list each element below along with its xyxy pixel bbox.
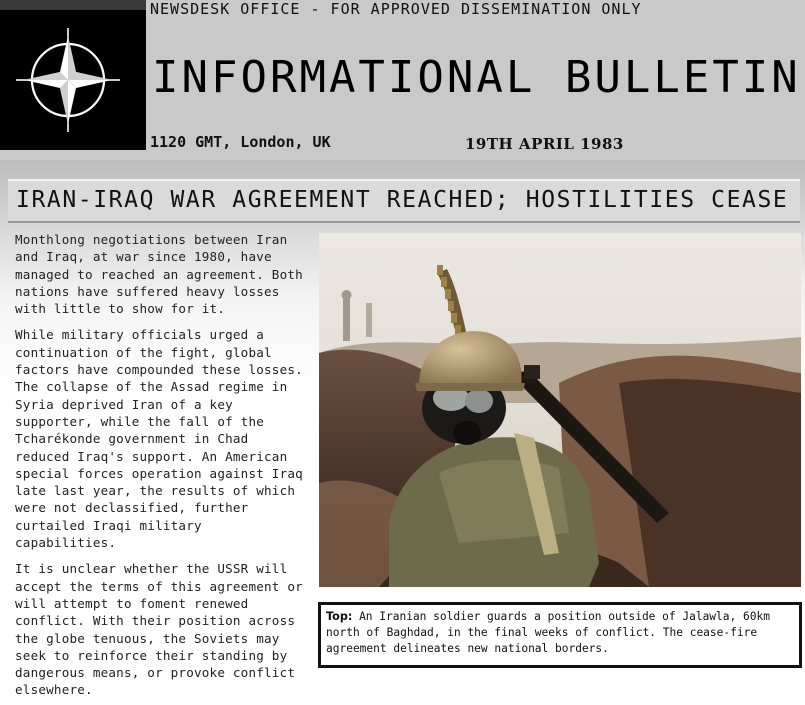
article-paragraph: Monthlong negotiations between Iran and Iraq, at war since 1980, have managed to reached an agreement. Both nations have suffered heavy losses with little to show for it. [15, 232, 303, 317]
bulletin-header [0, 0, 805, 160]
bulletin-title: INFORMATIONAL BULLETIN [152, 52, 801, 103]
article-text [15, 231, 305, 705]
article-paragraph: It is unclear whether the USSR will accept the terms of this agreement or will attempt to foment renewed conflict. With their position across the globe tenuous, the Soviets may seek to reinforce their standing by dangerous means, or provoke conflict elsewhere. [15, 561, 303, 698]
article-headline: IRAN-IRAQ WAR AGREEMENT REACHED; HOSTILITIES CEASE [16, 187, 789, 213]
dateline-date: 19TH APRIL 1983 [465, 135, 624, 153]
logo [0, 10, 146, 150]
caption-text: An Iranian soldier guards a position outside of Jalawla, 60km north of Baghdad, in the final weeks of conflict. The cease-fire agreement delineates new national borders. [326, 610, 770, 655]
bulletin-body [0, 160, 805, 705]
article-paragraph: While military officials urged a continuation of the fight, global factors have compounded these losses. The collapse of the Assad regime in Syria deprived Iran of a key supporter, while the fall of the Tcharékonde government in Chad reduced Iraq's support. An American special forces operation against Iraq late last year, the results of which were not declassified, further curtailed Iraqi military capabilities. [15, 327, 303, 551]
office-line: NEWSDESK OFFICE - FOR APPROVED DISSEMINATION ONLY [150, 0, 642, 18]
caption-label: Top: [326, 610, 353, 623]
compass-rose-icon [0, 10, 146, 150]
logo-top-strip [0, 0, 146, 10]
headline-bar [8, 179, 800, 223]
news-photo [319, 233, 801, 587]
photo-caption [318, 602, 802, 668]
dateline-place: 1120 GMT, London, UK [150, 133, 331, 151]
